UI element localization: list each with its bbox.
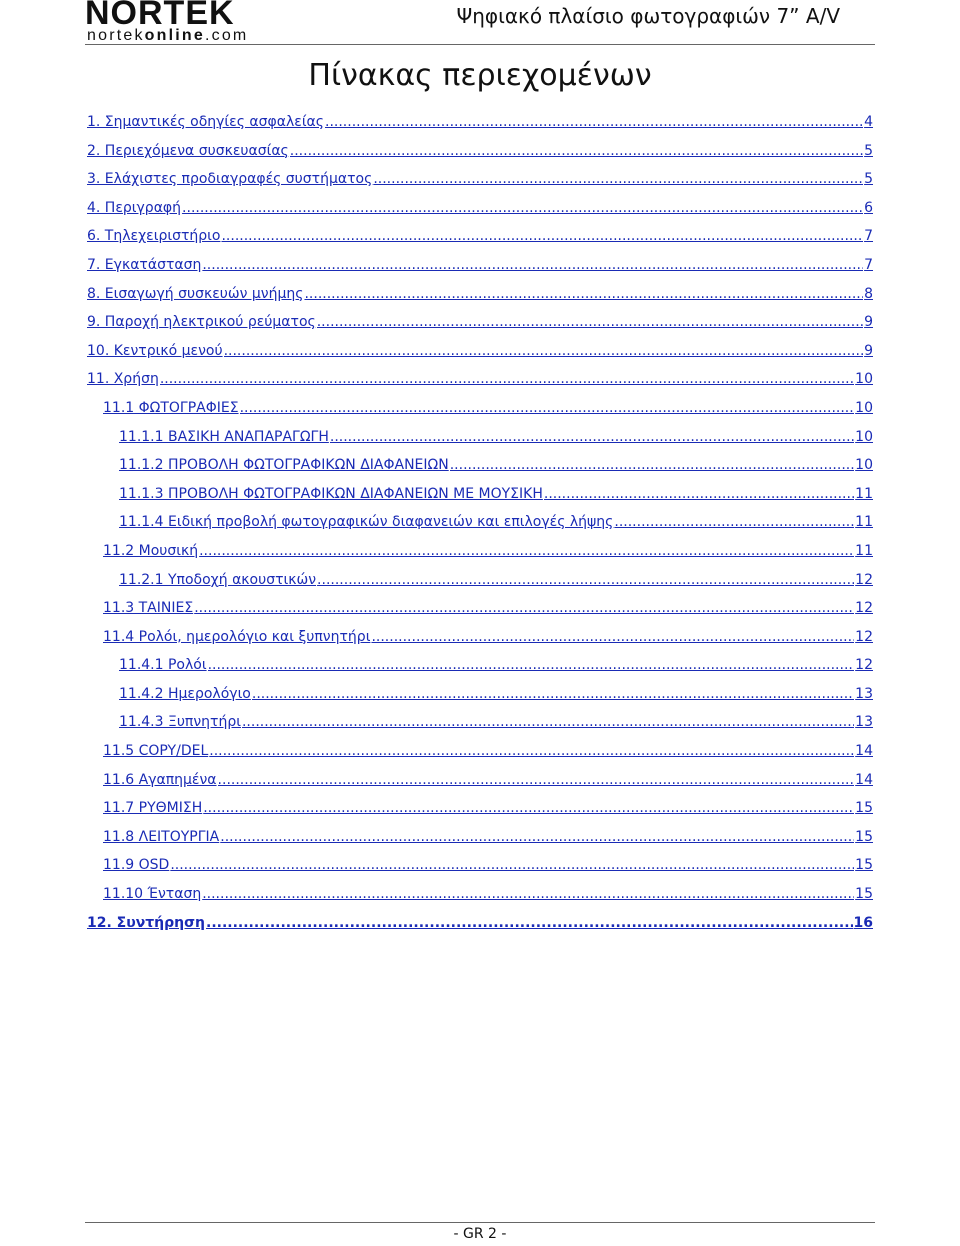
- toc-entry-label: 2. Περιεχόμενα συσκευασίας: [87, 142, 289, 159]
- toc-entry[interactable]: [87, 486, 873, 515]
- toc-entry-label: 11.10 Ένταση: [103, 886, 202, 903]
- toc-entry-page: 5: [864, 142, 873, 159]
- logo-url-part-b: online: [144, 27, 205, 44]
- toc-entry-label: 3. Ελάχιστες προδιαγραφές συστήματος: [87, 171, 373, 188]
- toc-entry-label: 9. Παροχή ηλεκτρικού ρεύματος: [87, 314, 316, 331]
- toc-entry[interactable]: [87, 343, 873, 372]
- document-title: Ψηφιακό πλαίσιο φωτογραφιών 7” A/V: [456, 4, 840, 28]
- toc-entry-leader: [614, 514, 854, 530]
- nortek-logo: [85, 0, 295, 44]
- toc-entry-page: 9: [864, 314, 873, 331]
- toc-entry-label: 6. Τηλεχειριστήριο: [87, 228, 221, 245]
- toc-entry-leader: [218, 772, 855, 788]
- toc-entry[interactable]: [87, 857, 873, 886]
- toc-entry-leader: [224, 343, 864, 359]
- toc-entry-page: 12: [855, 657, 873, 674]
- toc-entry-page: 14: [855, 771, 873, 788]
- toc-entry[interactable]: [87, 543, 873, 572]
- toc-entry[interactable]: [87, 714, 873, 743]
- toc-entry-page: 10: [855, 371, 873, 388]
- toc-entry-leader: [206, 915, 853, 931]
- toc-entry-leader: [170, 857, 854, 873]
- toc-entry-page: 15: [855, 886, 873, 903]
- toc-entry-label: 11.1 ΦΩΤΟΓΡΑΦΙΕΣ: [103, 399, 239, 416]
- toc-entry-page: 13: [855, 685, 873, 702]
- toc-entry-label: 1. Σημαντικές οδηγίες ασφαλείας: [87, 114, 324, 130]
- toc-entry[interactable]: [87, 915, 873, 944]
- toc-entry[interactable]: [87, 743, 873, 772]
- toc-entry[interactable]: [87, 829, 873, 858]
- toc-entry-label: 11.6 Αγαπημένα: [103, 771, 217, 788]
- toc-entry-leader: [373, 171, 863, 187]
- toc-entry-page: 7: [864, 256, 873, 273]
- toc-entry[interactable]: [87, 257, 873, 286]
- toc-entry-page: 15: [855, 857, 873, 874]
- toc-entry-page: 12: [855, 571, 873, 588]
- logo-url-part-c: .com: [204, 27, 249, 44]
- toc-entry-label: 11.1.2 ΠΡΟΒΟΛΗ ΦΩΤΟΓΡΑΦΙΚΩΝ ΔΙΑΦΑΝΕΙΩΝ: [119, 457, 449, 474]
- toc-entry-leader: [194, 600, 854, 616]
- toc-entry-page: 10: [855, 457, 873, 474]
- toc-entry-label: 11.7 ΡΥΘΜΙΣΗ: [103, 800, 203, 817]
- toc-entry-label: 11.8 ΛΕΙΤΟΥΡΓΙΑ: [103, 828, 220, 845]
- toc-entry-leader: [242, 714, 854, 730]
- toc-entry-page: 12: [855, 600, 873, 617]
- toc-entry[interactable]: [87, 286, 873, 315]
- toc-entry-label: 8. Εισαγωγή συσκευών μνήμης: [87, 285, 304, 302]
- toc-entry[interactable]: [87, 686, 873, 715]
- toc-entry[interactable]: [87, 400, 873, 429]
- toc-entry-page: 5: [864, 171, 873, 188]
- toc-entry-leader: [371, 629, 854, 645]
- toc-heading: Πίνακας περιεχομένων: [308, 58, 652, 93]
- toc-entry[interactable]: [87, 314, 873, 343]
- toc-entry-leader: [317, 314, 863, 330]
- toc-entry-leader: [325, 114, 863, 130]
- toc-entry-leader: [202, 257, 863, 273]
- toc-entry-leader: [203, 800, 854, 816]
- toc-entry-page: 11: [855, 542, 873, 559]
- toc-entry-label: 11. Χρήση: [87, 371, 159, 388]
- logo-url: [87, 28, 248, 44]
- toc-entry[interactable]: [87, 171, 873, 200]
- toc-entry-leader: [160, 371, 854, 387]
- toc-entry-label: 10. Κεντρικό μενού: [87, 342, 223, 359]
- toc-entry-leader: [209, 743, 854, 759]
- toc-entry-page: 6: [864, 199, 873, 216]
- toc-entry-leader: [304, 286, 863, 302]
- toc-entry-leader: [252, 686, 854, 702]
- logo-wordmark: NORTEK: [85, 0, 235, 32]
- toc-entry-label: 11.4.1 Ρολόι: [119, 657, 207, 674]
- toc-entry[interactable]: [87, 514, 873, 543]
- toc-entry-page: 14: [855, 743, 873, 760]
- toc-entry-page: 10: [855, 399, 873, 416]
- toc-entry[interactable]: [87, 114, 873, 143]
- toc-entry-leader: [220, 829, 854, 845]
- toc-entry-label: 11.2.1 Υποδοχή ακουστικών: [119, 571, 317, 588]
- toc-entry-page: 16: [853, 914, 873, 931]
- toc-entry-label: 11.4.3 Ξυπνητήρι: [119, 714, 241, 731]
- toc-entry-label: 11.1.4 Ειδική προβολή φωτογραφικών διαφανειών και επιλογές λήψης: [119, 514, 614, 531]
- toc-entry[interactable]: [87, 600, 873, 629]
- toc-entry[interactable]: [87, 429, 873, 458]
- toc-entry-label: 11.5 COPY/DEL: [103, 743, 209, 760]
- toc-entry-page: 8: [864, 285, 873, 302]
- toc-entry-page: 12: [855, 628, 873, 645]
- toc-entry-label: 11.4 Ρολόι, ημερολόγιο και ξυπνητήρι: [103, 628, 371, 645]
- toc-entry-label: 11.3 ΤΑΙΝΙΕΣ: [103, 600, 194, 617]
- table-of-contents: [87, 114, 873, 943]
- toc-entry-leader: [290, 143, 863, 159]
- toc-entry-page: 10: [855, 428, 873, 445]
- logo-url-part-a: nortek: [87, 27, 145, 44]
- toc-entry-leader: [221, 228, 863, 244]
- toc-entry-label: 4. Περιγραφή: [87, 199, 182, 216]
- toc-entry-label: 7. Εγκατάσταση: [87, 256, 202, 273]
- toc-entry[interactable]: [87, 200, 873, 229]
- toc-entry[interactable]: [87, 457, 873, 486]
- toc-entry-leader: [182, 200, 863, 216]
- toc-entry[interactable]: [87, 572, 873, 601]
- toc-entry-leader: [199, 543, 854, 559]
- toc-entry[interactable]: [87, 143, 873, 172]
- toc-entry[interactable]: [87, 371, 873, 400]
- footer-divider: [85, 1222, 875, 1223]
- toc-entry-page: 11: [855, 514, 873, 531]
- toc-entry-label: 11.1.3 ΠΡΟΒΟΛΗ ΦΩΤΟΓΡΑΦΙΚΩΝ ΔΙΑΦΑΝΕΙΩΝ ΜΕ ΜΟΥΣΙΚΗ: [119, 485, 543, 502]
- toc-entry[interactable]: [87, 886, 873, 915]
- toc-entry-page: 11: [855, 485, 873, 502]
- toc-entry-page: 7: [864, 228, 873, 245]
- toc-entry[interactable]: [87, 657, 873, 686]
- toc-entry-page: 13: [855, 714, 873, 731]
- toc-entry[interactable]: [87, 629, 873, 658]
- toc-entry-page: 4: [864, 114, 873, 130]
- toc-entry-page: 9: [864, 342, 873, 359]
- toc-entry-label: 11.2 Μουσική: [103, 542, 199, 559]
- toc-entry-leader: [544, 486, 854, 502]
- toc-entry-leader: [240, 400, 855, 416]
- toc-entry-leader: [202, 886, 854, 902]
- toc-entry[interactable]: [87, 800, 873, 829]
- page-number: - GR 2 -: [453, 1226, 507, 1242]
- toc-entry-page: 15: [855, 828, 873, 845]
- header-divider: [85, 44, 875, 45]
- toc-entry[interactable]: [87, 228, 873, 257]
- toc-entry-label: 11.9 OSD: [103, 857, 170, 874]
- toc-entry-page: 15: [855, 800, 873, 817]
- toc-entry-label: 11.4.2 Ημερολόγιο: [119, 685, 251, 702]
- toc-entry-label: 11.1.1 ΒΑΣΙΚΗ ΑΝΑΠΑΡΑΓΩΓΗ: [119, 428, 329, 445]
- toc-entry-leader: [330, 429, 854, 445]
- toc-entry-leader: [317, 572, 854, 588]
- toc-entry-leader: [450, 457, 854, 473]
- toc-entry-leader: [208, 657, 855, 673]
- toc-entry-label: 12. Συντήρηση: [87, 914, 205, 931]
- toc-entry[interactable]: [87, 772, 873, 801]
